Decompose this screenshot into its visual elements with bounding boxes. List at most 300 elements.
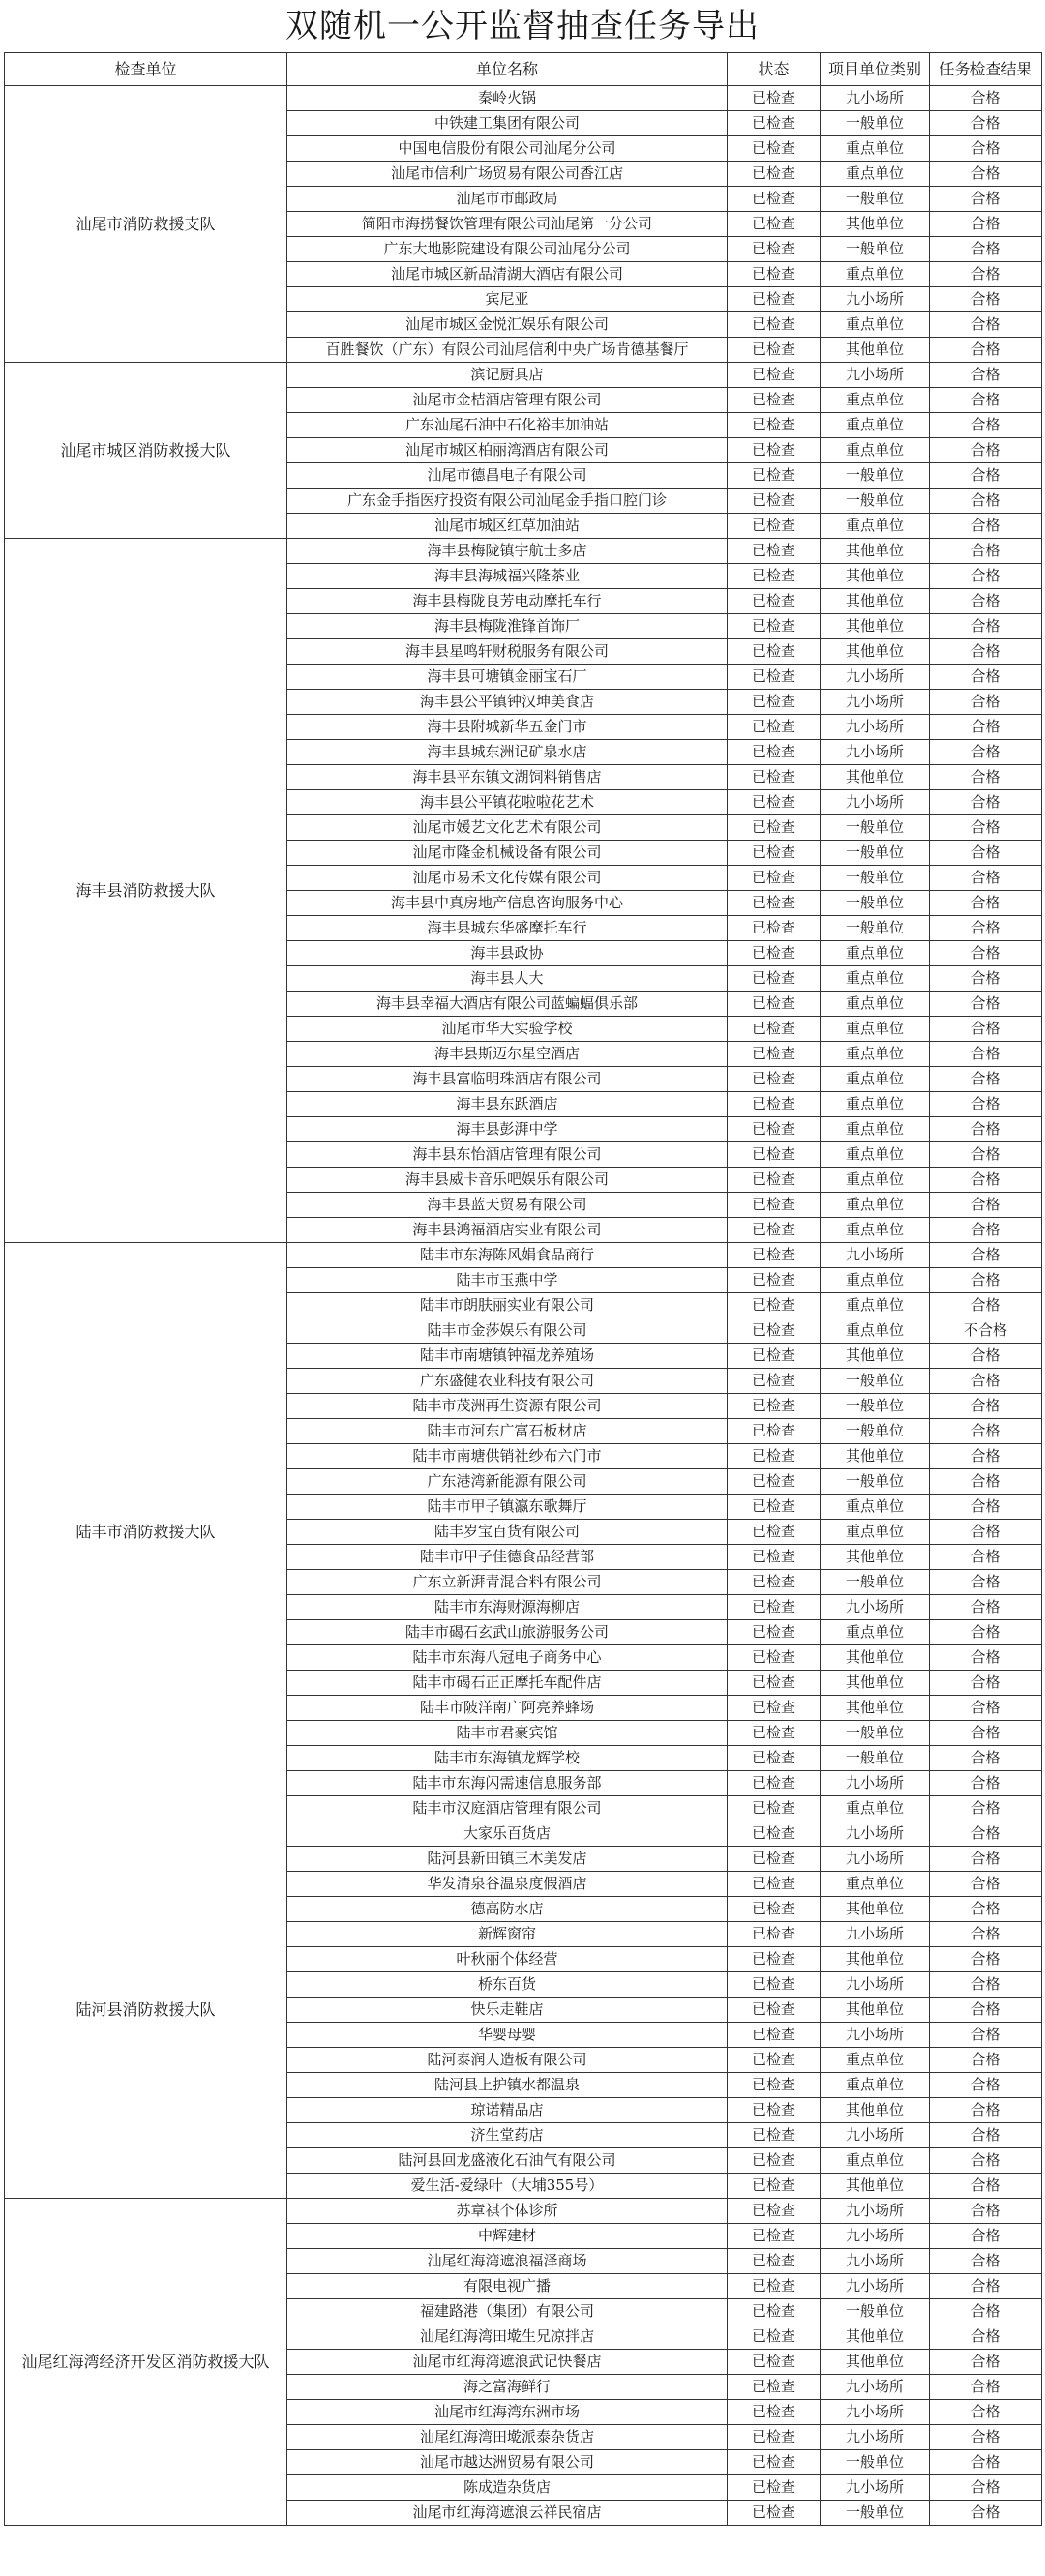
status-cell: 已检查: [728, 1067, 821, 1092]
status-cell: 已检查: [728, 1193, 821, 1218]
category-cell: 重点单位: [821, 1796, 930, 1821]
status-cell: 已检查: [728, 1168, 821, 1193]
unit-name-cell: 海丰县公平镇钟汉坤美食店: [287, 690, 728, 715]
status-cell: 已检查: [728, 2174, 821, 2199]
category-cell: 一般单位: [821, 489, 930, 514]
unit-name-cell: 中国电信股份有限公司汕尾分公司: [287, 136, 728, 162]
category-cell: 其他单位: [821, 1947, 930, 1972]
category-cell: 重点单位: [821, 1620, 930, 1645]
result-cell: 合格: [930, 2174, 1042, 2199]
status-cell: 已检查: [728, 1947, 821, 1972]
unit-name-cell: 陆丰市东海陈风娟食品商行: [287, 1243, 728, 1268]
result-cell: 合格: [930, 2299, 1042, 2324]
unit-name-cell: 海丰县平东镇文湖饲料销售店: [287, 765, 728, 790]
result-cell: 合格: [930, 2023, 1042, 2048]
unit-name-cell: 汕尾市城区金悦汇娱乐有限公司: [287, 312, 728, 338]
unit-name-cell: 海之富海鲜行: [287, 2375, 728, 2400]
category-cell: 重点单位: [821, 1193, 930, 1218]
table-row: [5, 363, 1042, 388]
status-cell: 已检查: [728, 916, 821, 941]
unit-name-cell: 陆丰市河东广富石板材店: [287, 1419, 728, 1444]
status-cell: 已检查: [728, 2249, 821, 2274]
result-cell: 合格: [930, 388, 1042, 413]
result-cell: 合格: [930, 1821, 1042, 1847]
status-cell: 已检查: [728, 1796, 821, 1821]
status-cell: 已检查: [728, 1419, 821, 1444]
status-cell: 已检查: [728, 136, 821, 162]
category-cell: 其他单位: [821, 338, 930, 363]
status-cell: 已检查: [728, 1469, 821, 1495]
status-cell: 已检查: [728, 1746, 821, 1771]
inspection-unit-cell: 汕尾红海湾经济开发区消防救援大队: [5, 2199, 287, 2526]
status-cell: 已检查: [728, 1344, 821, 1369]
status-cell: 已检查: [728, 1444, 821, 1469]
category-cell: 一般单位: [821, 891, 930, 916]
result-cell: 合格: [930, 2148, 1042, 2174]
status-cell: 已检查: [728, 665, 821, 690]
category-cell: 一般单位: [821, 1746, 930, 1771]
status-cell: 已检查: [728, 1092, 821, 1117]
category-cell: 一般单位: [821, 237, 930, 262]
result-cell: 合格: [930, 1520, 1042, 1545]
result-cell: 合格: [930, 1344, 1042, 1369]
unit-name-cell: 海丰县彭湃中学: [287, 1117, 728, 1142]
result-cell: 合格: [930, 815, 1042, 841]
result-cell: 合格: [930, 463, 1042, 489]
unit-name-cell: 华婴母婴: [287, 2023, 728, 2048]
unit-name-cell: 广东汕尾石油中石化裕丰加油站: [287, 413, 728, 438]
result-cell: 合格: [930, 2324, 1042, 2350]
category-cell: 九小场所: [821, 665, 930, 690]
category-cell: 其他单位: [821, 1696, 930, 1721]
category-cell: 其他单位: [821, 2098, 930, 2123]
inspection-unit-cell: 海丰县消防救援大队: [5, 539, 287, 1243]
unit-name-cell: 汕尾红海湾遮浪福泽商场: [287, 2249, 728, 2274]
category-cell: 九小场所: [821, 2425, 930, 2450]
result-cell: 合格: [930, 841, 1042, 866]
result-cell: 合格: [930, 187, 1042, 212]
result-cell: 合格: [930, 1570, 1042, 1595]
unit-name-cell: 滨记厨具店: [287, 363, 728, 388]
category-cell: 九小场所: [821, 1922, 930, 1947]
result-cell: 合格: [930, 1394, 1042, 1419]
category-cell: 一般单位: [821, 815, 930, 841]
result-cell: 合格: [930, 438, 1042, 463]
status-cell: 已检查: [728, 1142, 821, 1168]
result-cell: 合格: [930, 1872, 1042, 1897]
unit-name-cell: 海丰县梅陇良芳电动摩托车行: [287, 589, 728, 614]
result-cell: 合格: [930, 1897, 1042, 1922]
status-cell: 已检查: [728, 514, 821, 539]
result-cell: 合格: [930, 1469, 1042, 1495]
category-cell: 九小场所: [821, 715, 930, 740]
category-cell: 一般单位: [821, 2299, 930, 2324]
category-cell: 一般单位: [821, 916, 930, 941]
result-cell: 合格: [930, 1017, 1042, 1042]
result-cell: 合格: [930, 740, 1042, 765]
unit-name-cell: 华发清泉谷温泉度假酒店: [287, 1872, 728, 1897]
category-cell: 九小场所: [821, 2199, 930, 2224]
result-cell: 合格: [930, 2501, 1042, 2526]
status-cell: 已检查: [728, 564, 821, 589]
unit-name-cell: 百胜餐饮（广东）有限公司汕尾信利中央广场肯德基餐厅: [287, 338, 728, 363]
category-cell: 一般单位: [821, 1369, 930, 1394]
result-cell: 合格: [930, 1922, 1042, 1947]
category-cell: 九小场所: [821, 2224, 930, 2249]
status-cell: 已检查: [728, 262, 821, 287]
unit-name-cell: 海丰县梅陇镇宇航士多店: [287, 539, 728, 564]
unit-name-cell: 汕尾市德昌电子有限公司: [287, 463, 728, 489]
status-cell: 已检查: [728, 539, 821, 564]
status-cell: 已检查: [728, 866, 821, 891]
unit-name-cell: 海丰县城东洲记矿泉水店: [287, 740, 728, 765]
category-cell: 九小场所: [821, 363, 930, 388]
unit-name-cell: 陆丰市南塘供销社纱布六门市: [287, 1444, 728, 1469]
category-cell: 九小场所: [821, 1771, 930, 1796]
status-cell: 已检查: [728, 1972, 821, 1998]
status-cell: 已检查: [728, 1847, 821, 1872]
status-cell: 已检查: [728, 1017, 821, 1042]
unit-name-cell: 桥东百货: [287, 1972, 728, 1998]
result-cell: 合格: [930, 489, 1042, 514]
category-cell: 九小场所: [821, 1821, 930, 1847]
result-cell: 合格: [930, 2098, 1042, 2123]
unit-name-cell: 大家乐百货店: [287, 1821, 728, 1847]
category-cell: 重点单位: [821, 136, 930, 162]
result-cell: 合格: [930, 614, 1042, 639]
unit-name-cell: 海丰县斯迈尔星空酒店: [287, 1042, 728, 1067]
inspection-table: [4, 52, 1042, 2526]
unit-name-cell: 广东大地影院建设有限公司汕尾分公司: [287, 237, 728, 262]
status-cell: 已检查: [728, 2048, 821, 2073]
category-cell: 一般单位: [821, 1469, 930, 1495]
result-cell: 不合格: [930, 1318, 1042, 1344]
unit-name-cell: 海丰县中真房地产信息咨询服务中心: [287, 891, 728, 916]
result-cell: 合格: [930, 1495, 1042, 1520]
table-row: [5, 86, 1042, 111]
unit-name-cell: 陆丰市东海财源海柳店: [287, 1595, 728, 1620]
result-cell: 合格: [930, 1771, 1042, 1796]
status-cell: 已检查: [728, 338, 821, 363]
status-cell: 已检查: [728, 413, 821, 438]
unit-name-cell: 海丰县东怡酒店管理有限公司: [287, 1142, 728, 1168]
result-cell: 合格: [930, 1671, 1042, 1696]
result-cell: 合格: [930, 941, 1042, 966]
status-cell: 已检查: [728, 1042, 821, 1067]
category-cell: 其他单位: [821, 1897, 930, 1922]
result-cell: 合格: [930, 363, 1042, 388]
result-cell: 合格: [930, 1847, 1042, 1872]
result-cell: 合格: [930, 2375, 1042, 2400]
result-cell: 合格: [930, 162, 1042, 187]
result-cell: 合格: [930, 715, 1042, 740]
category-cell: 重点单位: [821, 1117, 930, 1142]
status-cell: 已检查: [728, 2324, 821, 2350]
status-cell: 已检查: [728, 86, 821, 111]
result-cell: 合格: [930, 413, 1042, 438]
unit-name-cell: 汕尾市红海湾遮浪武记快餐店: [287, 2350, 728, 2375]
result-cell: 合格: [930, 1193, 1042, 1218]
category-cell: 一般单位: [821, 1570, 930, 1595]
result-cell: 合格: [930, 1595, 1042, 1620]
unit-name-cell: 汕尾红海湾田墘派泰杂货店: [287, 2425, 728, 2450]
inspection-unit-cell: 汕尾市城区消防救援大队: [5, 363, 287, 539]
result-cell: 合格: [930, 1721, 1042, 1746]
result-cell: 合格: [930, 2224, 1042, 2249]
header-unit-name: 单位名称: [287, 53, 728, 86]
unit-name-cell: 陆丰市东海镇龙辉学校: [287, 1746, 728, 1771]
unit-name-cell: 汕尾市信利广场贸易有限公司香江店: [287, 162, 728, 187]
unit-name-cell: 陆丰市碣石正正摩托车配件店: [287, 1671, 728, 1696]
unit-name-cell: 陈成造杂货店: [287, 2475, 728, 2501]
result-cell: 合格: [930, 891, 1042, 916]
result-cell: 合格: [930, 1998, 1042, 2023]
result-cell: 合格: [930, 2123, 1042, 2148]
category-cell: 九小场所: [821, 1972, 930, 1998]
result-cell: 合格: [930, 2048, 1042, 2073]
status-cell: 已检查: [728, 589, 821, 614]
unit-name-cell: 海丰县鸿福酒店实业有限公司: [287, 1218, 728, 1243]
unit-name-cell: 广东港湾新能源有限公司: [287, 1469, 728, 1495]
result-cell: 合格: [930, 2073, 1042, 2098]
unit-name-cell: 汕尾市市邮政局: [287, 187, 728, 212]
result-cell: 合格: [930, 992, 1042, 1017]
category-cell: 一般单位: [821, 463, 930, 489]
category-cell: 重点单位: [821, 1168, 930, 1193]
result-cell: 合格: [930, 2475, 1042, 2501]
category-cell: 九小场所: [821, 287, 930, 312]
unit-name-cell: 陆丰市东海八冠电子商务中心: [287, 1645, 728, 1671]
result-cell: 合格: [930, 2274, 1042, 2299]
category-cell: 九小场所: [821, 1847, 930, 1872]
category-cell: 其他单位: [821, 589, 930, 614]
unit-name-cell: 爱生活-爱绿叶（大埔355号）: [287, 2174, 728, 2199]
category-cell: 九小场所: [821, 2023, 930, 2048]
unit-name-cell: 海丰县海城福兴隆茶业: [287, 564, 728, 589]
result-cell: 合格: [930, 312, 1042, 338]
result-cell: 合格: [930, 514, 1042, 539]
unit-name-cell: 陆河县回龙盛液化石油气有限公司: [287, 2148, 728, 2174]
unit-name-cell: 海丰县威卡音乐吧娱乐有限公司: [287, 1168, 728, 1193]
result-cell: 合格: [930, 564, 1042, 589]
unit-name-cell: 汕尾市隆金机械设备有限公司: [287, 841, 728, 866]
unit-name-cell: 陆丰市茂洲再生资源有限公司: [287, 1394, 728, 1419]
category-cell: 其他单位: [821, 1344, 930, 1369]
category-cell: 九小场所: [821, 86, 930, 111]
unit-name-cell: 汕尾市媛艺文化艺术有限公司: [287, 815, 728, 841]
unit-name-cell: 汕尾市金桔酒店管理有限公司: [287, 388, 728, 413]
result-cell: 合格: [930, 539, 1042, 564]
status-cell: 已检查: [728, 1696, 821, 1721]
result-cell: 合格: [930, 111, 1042, 136]
category-cell: 其他单位: [821, 564, 930, 589]
unit-name-cell: 陆丰市南塘镇钟福龙养殖场: [287, 1344, 728, 1369]
unit-name-cell: 海丰县附城新华五金门市: [287, 715, 728, 740]
status-cell: 已检查: [728, 2098, 821, 2123]
category-cell: 重点单位: [821, 262, 930, 287]
result-cell: 合格: [930, 690, 1042, 715]
category-cell: 其他单位: [821, 1545, 930, 1570]
status-cell: 已检查: [728, 1394, 821, 1419]
unit-name-cell: 汕尾市红海湾遮浪云祥民宿店: [287, 2501, 728, 2526]
category-cell: 其他单位: [821, 2324, 930, 2350]
category-cell: 一般单位: [821, 2450, 930, 2475]
status-cell: 已检查: [728, 2274, 821, 2299]
status-cell: 已检查: [728, 1243, 821, 1268]
inspection-unit-cell: 陆丰市消防救援大队: [5, 1243, 287, 1821]
result-cell: 合格: [930, 1620, 1042, 1645]
category-cell: 九小场所: [821, 2123, 930, 2148]
result-cell: 合格: [930, 2350, 1042, 2375]
status-cell: 已检查: [728, 2073, 821, 2098]
unit-name-cell: 秦岭火锅: [287, 86, 728, 111]
result-cell: 合格: [930, 1796, 1042, 1821]
status-cell: 已检查: [728, 966, 821, 992]
result-cell: 合格: [930, 237, 1042, 262]
unit-name-cell: 宾尼亚: [287, 287, 728, 312]
result-cell: 合格: [930, 1218, 1042, 1243]
unit-name-cell: 汕尾红海湾田墘生兄凉拌店: [287, 2324, 728, 2350]
status-cell: 已检查: [728, 1998, 821, 2023]
unit-name-cell: 陆丰市玉燕中学: [287, 1268, 728, 1293]
status-cell: 已检查: [728, 690, 821, 715]
result-cell: 合格: [930, 287, 1042, 312]
status-cell: 已检查: [728, 388, 821, 413]
result-cell: 合格: [930, 1243, 1042, 1268]
status-cell: 已检查: [728, 237, 821, 262]
category-cell: 其他单位: [821, 614, 930, 639]
result-cell: 合格: [930, 1645, 1042, 1671]
category-cell: 重点单位: [821, 966, 930, 992]
category-cell: 九小场所: [821, 1243, 930, 1268]
status-cell: 已检查: [728, 2400, 821, 2425]
status-cell: 已检查: [728, 2425, 821, 2450]
status-cell: 已检查: [728, 2148, 821, 2174]
category-cell: 重点单位: [821, 1872, 930, 1897]
category-cell: 重点单位: [821, 1017, 930, 1042]
category-cell: 九小场所: [821, 2400, 930, 2425]
category-cell: 其他单位: [821, 1645, 930, 1671]
status-cell: 已检查: [728, 790, 821, 815]
category-cell: 九小场所: [821, 690, 930, 715]
header-inspection-unit: 检查单位: [5, 53, 287, 86]
result-cell: 合格: [930, 2249, 1042, 2274]
status-cell: 已检查: [728, 1369, 821, 1394]
unit-name-cell: 苏章祺个体诊所: [287, 2199, 728, 2224]
result-cell: 合格: [930, 86, 1042, 111]
category-cell: 重点单位: [821, 1142, 930, 1168]
category-cell: 一般单位: [821, 1419, 930, 1444]
category-cell: 其他单位: [821, 1444, 930, 1469]
unit-name-cell: 陆丰市君豪宾馆: [287, 1721, 728, 1746]
category-cell: 九小场所: [821, 740, 930, 765]
unit-name-cell: 简阳市海捞餐饮管理有限公司汕尾第一分公司: [287, 212, 728, 237]
status-cell: 已检查: [728, 1897, 821, 1922]
category-cell: 一般单位: [821, 866, 930, 891]
unit-name-cell: 有限电视广播: [287, 2274, 728, 2299]
category-cell: 一般单位: [821, 1721, 930, 1746]
status-cell: 已检查: [728, 815, 821, 841]
status-cell: 已检查: [728, 1922, 821, 1947]
result-cell: 合格: [930, 1696, 1042, 1721]
unit-name-cell: 中铁建工集团有限公司: [287, 111, 728, 136]
table-row: [5, 2199, 1042, 2224]
result-cell: 合格: [930, 1947, 1042, 1972]
status-cell: 已检查: [728, 1570, 821, 1595]
category-cell: 一般单位: [821, 1394, 930, 1419]
category-cell: 重点单位: [821, 1268, 930, 1293]
status-cell: 已检查: [728, 2199, 821, 2224]
unit-name-cell: 中辉建材: [287, 2224, 728, 2249]
status-cell: 已检查: [728, 212, 821, 237]
unit-name-cell: 汕尾市越达洲贸易有限公司: [287, 2450, 728, 2475]
category-cell: 重点单位: [821, 514, 930, 539]
category-cell: 重点单位: [821, 312, 930, 338]
category-cell: 重点单位: [821, 2048, 930, 2073]
status-cell: 已检查: [728, 111, 821, 136]
unit-name-cell: 广东金手指医疗投资有限公司汕尾金手指口腔门诊: [287, 489, 728, 514]
status-cell: 已检查: [728, 312, 821, 338]
table-header-row: [5, 53, 1042, 86]
unit-name-cell: 广东盛健农业科技有限公司: [287, 1369, 728, 1394]
result-cell: 合格: [930, 1142, 1042, 1168]
page-title: 双随机一公开监督抽查任务导出: [285, 7, 760, 45]
unit-name-cell: 汕尾市城区红草加油站: [287, 514, 728, 539]
category-cell: 重点单位: [821, 438, 930, 463]
status-cell: 已检查: [728, 841, 821, 866]
unit-name-cell: 陆河泰润人造板有限公司: [287, 2048, 728, 2073]
unit-name-cell: 汕尾市城区柏丽湾酒店有限公司: [287, 438, 728, 463]
unit-name-cell: 海丰县梅陇淮锋首饰厂: [287, 614, 728, 639]
category-cell: 九小场所: [821, 2274, 930, 2299]
category-cell: 重点单位: [821, 2073, 930, 2098]
result-cell: 合格: [930, 1092, 1042, 1117]
category-cell: 重点单位: [821, 1092, 930, 1117]
status-cell: 已检查: [728, 162, 821, 187]
result-cell: 合格: [930, 1168, 1042, 1193]
status-cell: 已检查: [728, 2224, 821, 2249]
category-cell: 其他单位: [821, 2350, 930, 2375]
status-cell: 已检查: [728, 639, 821, 665]
result-cell: 合格: [930, 1369, 1042, 1394]
unit-name-cell: 陆丰市甲子镇瀛东歌舞厅: [287, 1495, 728, 1520]
inspection-unit-cell: 陆河县消防救援大队: [5, 1821, 287, 2199]
unit-name-cell: 陆河县新田镇三木美发店: [287, 1847, 728, 1872]
status-cell: 已检查: [728, 1872, 821, 1897]
result-cell: 合格: [930, 665, 1042, 690]
category-cell: 重点单位: [821, 1293, 930, 1318]
category-cell: 重点单位: [821, 1495, 930, 1520]
category-cell: 重点单位: [821, 1042, 930, 1067]
header-status: 状态: [728, 53, 821, 86]
category-cell: 重点单位: [821, 1218, 930, 1243]
category-cell: 一般单位: [821, 187, 930, 212]
status-cell: 已检查: [728, 1721, 821, 1746]
result-cell: 合格: [930, 916, 1042, 941]
status-cell: 已检查: [728, 2501, 821, 2526]
result-cell: 合格: [930, 966, 1042, 992]
result-cell: 合格: [930, 338, 1042, 363]
status-cell: 已检查: [728, 1218, 821, 1243]
result-cell: 合格: [930, 1042, 1042, 1067]
unit-name-cell: 海丰县蓝天贸易有限公司: [287, 1193, 728, 1218]
result-cell: 合格: [930, 2425, 1042, 2450]
status-cell: 已检查: [728, 1645, 821, 1671]
status-cell: 已检查: [728, 489, 821, 514]
result-cell: 合格: [930, 790, 1042, 815]
status-cell: 已检查: [728, 1545, 821, 1570]
category-cell: 重点单位: [821, 992, 930, 1017]
